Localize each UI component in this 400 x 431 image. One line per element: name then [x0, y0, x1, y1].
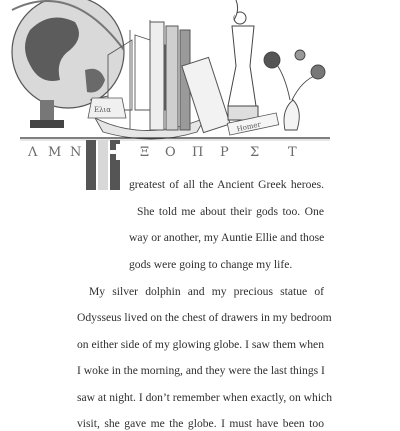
text-line: gods were going to change my life. — [129, 258, 293, 271]
text-line: on either side of my glowing globe. I saw them when — [77, 338, 324, 351]
statue-icon — [228, 0, 258, 120]
text-line: greatest of all the Ancient Greek heroes. — [129, 178, 324, 191]
greek-letter: Τ — [288, 145, 299, 160]
greek-letter: Ν — [70, 145, 84, 160]
books-stack — [150, 22, 230, 133]
greek-letter: Π — [192, 145, 206, 160]
text-line: visit, she gave me the globe. I must have been too — [77, 417, 324, 430]
text-line: way or another, my Auntie Ellie and those — [129, 231, 325, 244]
greek-letter: Μ — [48, 145, 64, 160]
book-label: Homer — [235, 120, 262, 134]
jar-label: Ελια — [94, 106, 112, 114]
text-line: saw at night. I don’t remember when exactly, on which — [77, 391, 332, 404]
olive-jar-icon — [88, 98, 126, 118]
shelf-illustration — [0, 0, 400, 190]
greek-letter: Ρ — [220, 145, 231, 160]
greek-flag-icon — [86, 140, 126, 190]
text-line: She told me about their gods too. One — [137, 205, 324, 218]
text-line: My silver dolphin and my precious statue of — [89, 285, 324, 298]
greek-letter: Ο — [165, 145, 178, 160]
text-line: I woke in the morning, and they were the last things I — [77, 364, 325, 377]
text-line: Odysseus lived on the chest of drawers in my bedroom — [77, 311, 332, 324]
greek-letter: Σ — [250, 145, 262, 160]
greek-letter: Λ — [28, 145, 40, 160]
greek-letter-row — [27, 145, 299, 160]
greek-letter: Ξ — [140, 145, 152, 160]
